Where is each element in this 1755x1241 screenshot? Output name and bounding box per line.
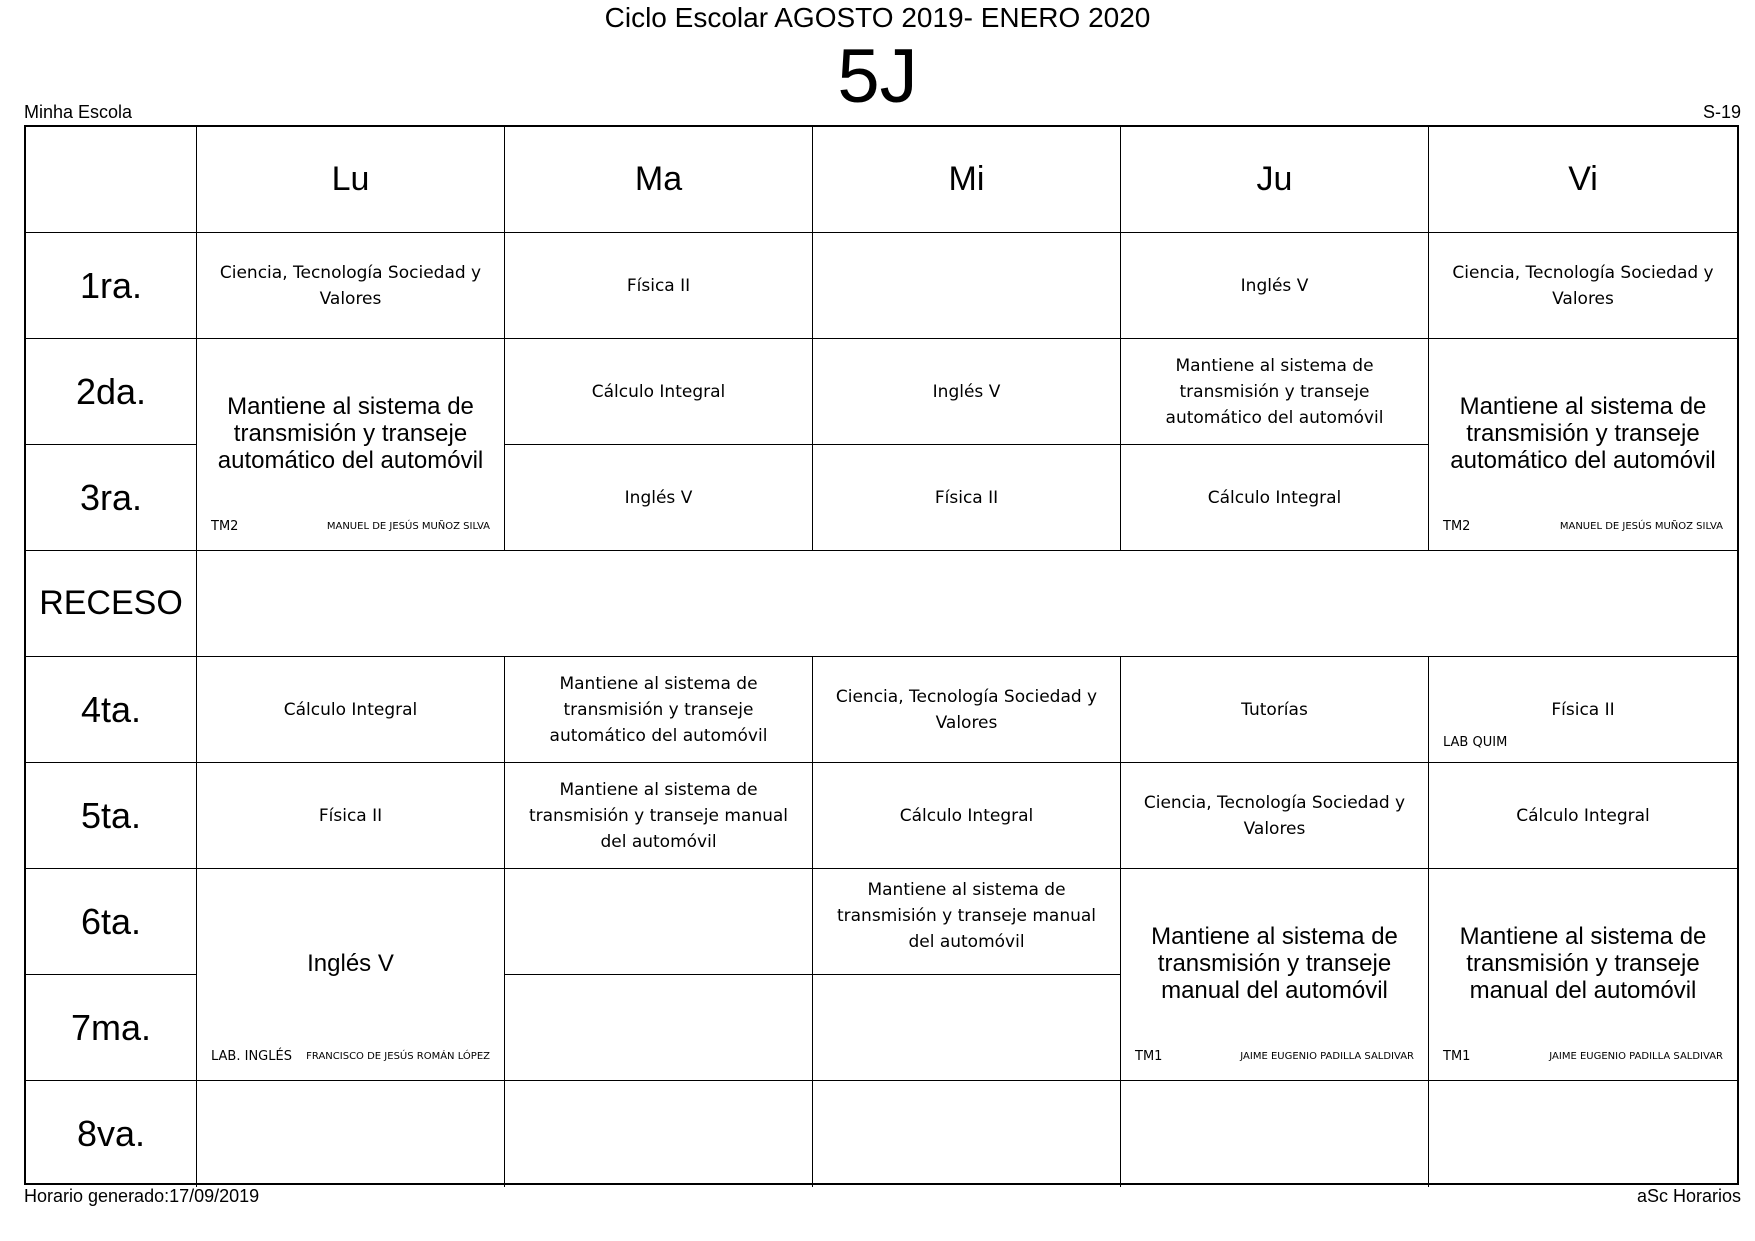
empty-cell <box>1121 1081 1429 1187</box>
period-label-4: 4ta. <box>26 657 197 763</box>
lesson-cell-double <box>1429 869 1737 1081</box>
lesson-cell <box>813 869 1121 975</box>
day-header-ma: Ma <box>505 127 813 233</box>
cycle-title: Ciclo Escolar AGOSTO 2019- ENERO 2020 <box>604 2 1151 33</box>
lesson-cell-double <box>197 339 505 551</box>
day-header-lu: Lu <box>197 127 505 233</box>
timetable-grid <box>24 125 1739 1185</box>
lesson-cell <box>505 233 813 339</box>
lesson-cell <box>505 763 813 869</box>
lesson-cell <box>197 763 505 869</box>
lesson-subject: Inglés V <box>307 950 394 977</box>
lesson-room: TM2 <box>1443 519 1471 534</box>
lesson-subject: Inglés V <box>1240 275 1309 296</box>
group-title: 5J <box>837 34 918 119</box>
lesson-subject: Mantiene al sistema de transmisión y transeje automático del automóvil <box>1165 355 1384 428</box>
lesson-subject: Inglés V <box>624 487 693 508</box>
lesson-subject: Física II <box>934 487 999 508</box>
lesson-subject: Mantiene al sistema de transmisión y transeje manual del automóvil <box>1459 923 1707 1004</box>
empty-cell <box>505 975 813 1081</box>
lesson-subject: Ciencia, Tecnología Sociedad y Valores <box>1452 262 1714 309</box>
lesson-room: TM2 <box>211 519 239 534</box>
lesson-teacher: MANUEL DE JESÚS MUÑOZ SILVA <box>326 521 490 532</box>
lesson-cell <box>1121 445 1429 551</box>
recess-label: RECESO <box>26 551 197 657</box>
lesson-cell <box>505 445 813 551</box>
lesson-subject: Mantiene al sistema de transmisión y transeje automático del automóvil <box>1450 393 1716 474</box>
empty-cell <box>197 1081 505 1187</box>
empty-cell <box>813 975 1121 1081</box>
recess-row <box>197 551 1737 657</box>
lesson-room: TM1 <box>1443 1049 1471 1064</box>
lesson-subject: Mantiene al sistema de transmisión y transeje automático del automóvil <box>217 393 484 474</box>
lesson-subject: Cálculo Integral <box>283 699 418 720</box>
empty-cell <box>813 1081 1121 1187</box>
period-label-8: 8va. <box>26 1081 197 1187</box>
empty-cell <box>813 233 1121 339</box>
lesson-cell <box>1121 233 1429 339</box>
lesson-subject: Ciencia, Tecnología Sociedad y Valores <box>835 686 1098 733</box>
period-label-3: 3ra. <box>26 445 197 551</box>
period-label-5: 5ta. <box>26 763 197 869</box>
empty-cell <box>505 869 813 975</box>
generated-date: Horario generado:17/09/2019 <box>24 1186 260 1206</box>
lesson-room: TM1 <box>1135 1049 1163 1064</box>
lesson-cell <box>1429 233 1737 339</box>
software-credit: aSc Horarios <box>1636 1186 1741 1206</box>
lesson-subject: Mantiene al sistema de transmisión y transeje manual del automóvil <box>528 779 789 852</box>
empty-cell <box>1429 1081 1737 1187</box>
lesson-cell-double <box>197 869 505 1081</box>
period-label-6: 6ta. <box>26 869 197 975</box>
lesson-cell <box>1121 339 1429 445</box>
lesson-subject: Física II <box>1551 699 1615 720</box>
lesson-teacher: FRANCISCO DE JESÚS ROMÁN LÓPEZ <box>306 1051 490 1062</box>
day-header-mi: Mi <box>813 127 1121 233</box>
corner-cell <box>26 127 197 233</box>
lesson-room: LAB. INGLÉS <box>211 1049 292 1064</box>
lesson-subject: Cálculo Integral <box>899 805 1034 826</box>
lesson-teacher: MANUEL DE JESÚS MUÑOZ SILVA <box>1559 521 1723 532</box>
period-label-7: 7ma. <box>26 975 197 1081</box>
lesson-subject: Física II <box>626 275 691 296</box>
lesson-subject: Física II <box>318 805 383 826</box>
lesson-cell-double <box>1429 339 1737 551</box>
lesson-subject: Mantiene al sistema de transmisión y transeje automático del automóvil <box>549 673 768 746</box>
empty-cell <box>505 1081 813 1187</box>
lesson-subject: Mantiene al sistema de transmisión y transeje manual del automóvil <box>1151 923 1398 1004</box>
lesson-subject: Cálculo Integral <box>591 381 726 402</box>
lesson-subject: Ciencia, Tecnología Sociedad y Valores <box>219 262 482 309</box>
lesson-cell <box>813 763 1121 869</box>
schedule-code: S-19 <box>1702 102 1741 122</box>
lesson-cell <box>813 445 1121 551</box>
lesson-cell <box>813 657 1121 763</box>
lesson-cell <box>1121 657 1429 763</box>
lesson-subject: Ciencia, Tecnología Sociedad y Valores <box>1143 792 1406 839</box>
lesson-subject: Tutorías <box>1241 699 1308 720</box>
lesson-cell <box>505 339 813 445</box>
lesson-subject: Inglés V <box>932 381 1001 402</box>
lesson-teacher: JAIME EUGENIO PADILLA SALDIVAR <box>1549 1051 1723 1062</box>
lesson-cell <box>1121 763 1429 869</box>
lesson-cell <box>197 657 505 763</box>
lesson-cell <box>813 339 1121 445</box>
lesson-cell <box>1429 763 1737 869</box>
day-header-vi: Vi <box>1429 127 1737 233</box>
lesson-subject: Cálculo Integral <box>1207 487 1342 508</box>
lesson-subject: Mantiene al sistema de transmisión y transeje manual del automóvil <box>836 879 1097 952</box>
period-label-1: 1ra. <box>26 233 197 339</box>
lesson-teacher: JAIME EUGENIO PADILLA SALDIVAR <box>1240 1051 1414 1062</box>
lesson-subject: Cálculo Integral <box>1516 805 1650 826</box>
lesson-cell-double <box>1121 869 1429 1081</box>
lesson-cell <box>1429 657 1737 763</box>
lesson-room: LAB QUIM <box>1443 735 1508 750</box>
period-label-2: 2da. <box>26 339 197 445</box>
lesson-cell <box>505 657 813 763</box>
school-name: Minha Escola <box>24 102 133 122</box>
day-header-ju: Ju <box>1121 127 1429 233</box>
lesson-cell <box>197 233 505 339</box>
